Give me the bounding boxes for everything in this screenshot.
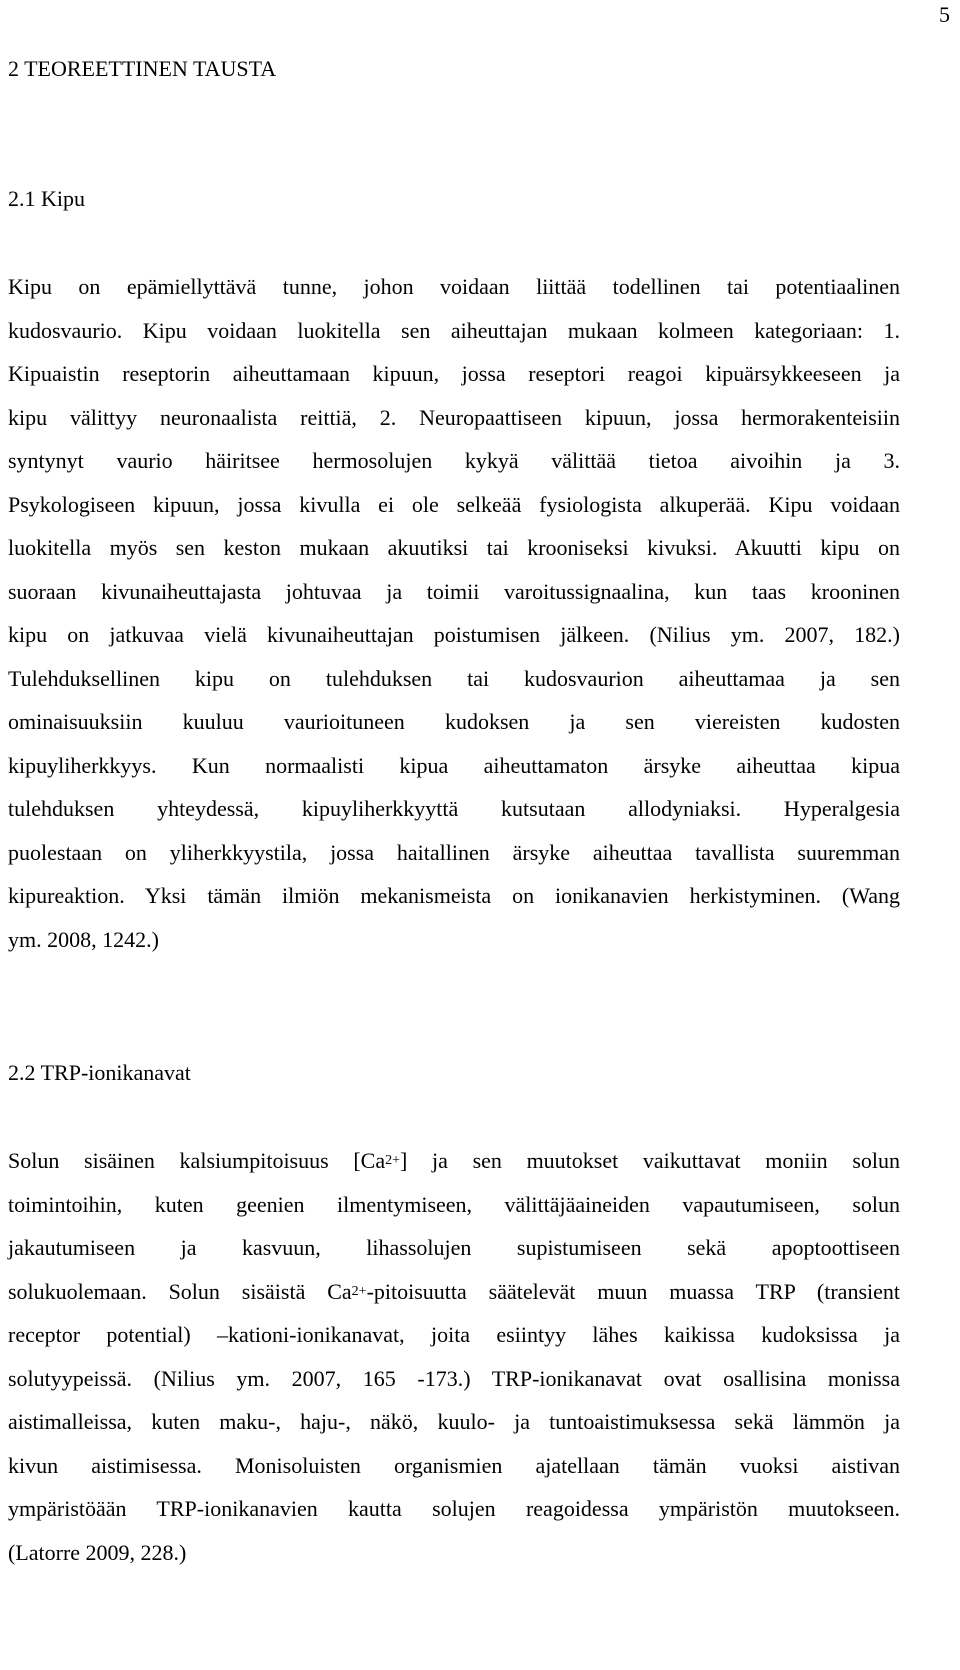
section-kipu-paragraph xyxy=(8,272,900,968)
paragraph-line: kudosvaurio. Kipu voidaan luokitella sen aiheuttajan mukaan kolmeen kategoriaan: 1. xyxy=(8,317,900,343)
paragraph-line: solutyypeissä. (Nilius ym. 2007, 165 -173.) TRP-ionikanavat ovat osallisina monissa xyxy=(8,1365,900,1391)
paragraph-line: receptor potential) –kationi-ionikanavat, joita esiintyy lähes kaikissa kudoksissa ja xyxy=(8,1322,900,1347)
paragraph-line: suoraan kivunaiheuttajasta johtuvaa ja toimii varoitussignaalina, kun taas krooninen xyxy=(8,578,900,604)
superscript: 2+ xyxy=(351,1283,367,1299)
text-run: solukuolemaan. Solun sisäistä Ca xyxy=(8,1278,352,1304)
paragraph-line xyxy=(8,1277,900,1321)
paragraph-line: Psykologiseen kipuun, jossa kivulla ei ole selkeää fysiologista alkuperää. Kipu voidaan xyxy=(8,491,900,517)
paragraph-line: toimintoihin, kuten geenien ilmentymiseen, välittäjäaineiden vapautumiseen, solun xyxy=(8,1191,900,1217)
paragraph-line: kivun aistimisessa. Monisoluisten organismien ajatellaan tämän vuoksi aistivan xyxy=(8,1452,900,1478)
paragraph-line: kipuyliherkkyys. Kun normaalisti kipua aiheuttamaton ärsyke aiheuttaa kipua xyxy=(8,752,900,778)
paragraph-line: syntynyt vaurio häiritsee hermosolujen kykyä välittää tietoa aivoihin ja 3. xyxy=(8,448,900,473)
superscript: 2+ xyxy=(385,1153,401,1168)
text-run: -pitoisuutta säätelevät muun muassa TRP (transient xyxy=(366,1278,900,1304)
paragraph-line: tulehduksen yhteydessä, kipuyliherkkyyttä kutsutaan allodyniaksi. Hyperalgesia xyxy=(8,796,900,821)
paragraph-line: kipu välittyy neuronaalista reittiä, 2. Neuropaattiseen kipuun, jossa hermorakenteisiin xyxy=(8,404,900,430)
page-number: 5 xyxy=(939,2,950,27)
text-run: ] ja sen muutokset vaikuttavat moniin solun xyxy=(400,1148,900,1173)
text-run: Solun sisäinen kalsiumpitoisuus [Ca xyxy=(8,1148,386,1173)
paragraph-line: Kipuaistin reseptorin aiheuttamaan kipuun, jossa reseptori reagoi kipuärsykkeeseen ja xyxy=(8,361,900,386)
section-heading-trp: 2.2 TRP-ionikanavat xyxy=(8,1060,191,1085)
paragraph-line: jakautumiseen ja kasvuun, lihassolujen supistumiseen sekä apoptoottiseen xyxy=(8,1235,900,1260)
section-trp-paragraph xyxy=(8,1146,900,1581)
chapter-heading: 2 TEOREETTINEN TAUSTA xyxy=(8,56,277,81)
paragraph-line: puolestaan on yliherkkyystila, jossa haitallinen ärsyke aiheuttaa tavallista suuremman xyxy=(8,839,900,865)
paragraph-line: (Latorre 2009, 228.) xyxy=(8,1539,187,1565)
paragraph-line: Tulehduksellinen kipu on tulehduksen tai kudosvaurion aiheuttamaa ja sen xyxy=(8,665,900,691)
paragraph-line: luokitella myös sen keston mukaan akuutiksi tai krooniseksi kivuksi. Akuutti kipu on xyxy=(8,535,900,560)
paragraph-line: Kipu on epämiellyttävä tunne, johon voidaan liittää todellinen tai potentiaalinen xyxy=(8,274,900,299)
paragraph-line: kipu on jatkuvaa vielä kivunaiheuttajan poistumisen jälkeen. (Nilius ym. 2007, 182.) xyxy=(8,622,900,647)
paragraph-line xyxy=(8,1146,900,1190)
paragraph-line: ympäristöään TRP-ionikanavien kautta solujen reagoidessa ympäristön muutokseen. xyxy=(8,1496,900,1521)
paragraph-line: ominaisuuksiin kuuluu vaurioituneen kudoksen ja sen viereisten kudosten xyxy=(8,709,900,734)
paragraph-line: aistimalleissa, kuten maku-, haju-, näkö, kuulo- ja tuntoaistimuksessa sekä lämmön ja xyxy=(8,1409,900,1434)
paragraph-line: kipureaktion. Yksi tämän ilmiön mekanismeista on ionikanavien herkistyminen. (Wang xyxy=(8,883,900,908)
section-heading-kipu: 2.1 Kipu xyxy=(8,186,85,211)
paragraph-line: ym. 2008, 1242.) xyxy=(8,926,159,952)
